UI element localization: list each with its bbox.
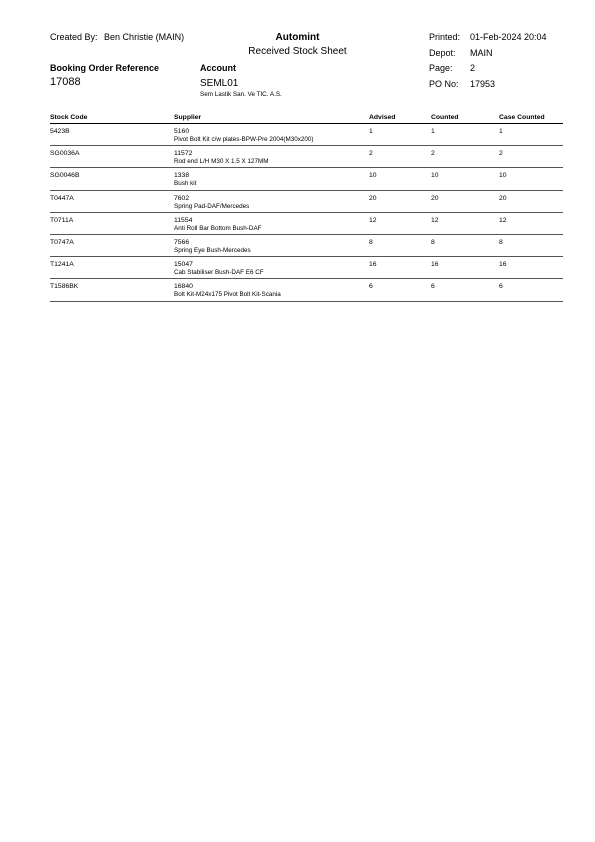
item-description: Pivot Bolt Kit c/w plates-BPW-Pre 2004(M30x200) (174, 136, 314, 143)
case-counted-qty: 16 (499, 261, 507, 269)
table-row (50, 191, 563, 213)
account-name: Sem Lastik San. Ve TIC. A.S. (200, 91, 282, 98)
case-counted-qty: 6 (499, 283, 503, 291)
advised-qty: 6 (369, 283, 373, 291)
supplier-code: 7566 (174, 238, 190, 246)
item-description: Spring Eye Bush-Mercedes (174, 246, 251, 254)
col-supplier: Supplier (174, 114, 202, 121)
case-counted-qty: 10 (499, 172, 507, 180)
table-body (50, 124, 563, 302)
counted-qty: 2 (431, 150, 435, 158)
printed-value: 01-Feb-2024 20:04 (470, 32, 547, 42)
case-counted-qty: 2 (499, 150, 503, 158)
item-description: Bush kit (174, 180, 197, 188)
advised-qty: 2 (369, 150, 373, 158)
account-code: SEML01 (200, 78, 239, 89)
table-row (50, 279, 563, 301)
supplier-code: 5160 (174, 128, 190, 135)
depot-label: Depot: (429, 48, 456, 58)
advised-qty: 8 (369, 238, 373, 246)
stock-code: T1586BK (50, 283, 79, 291)
po-label: PO No: (429, 79, 459, 89)
counted-qty: 10 (431, 172, 439, 180)
company-name: Automint (275, 32, 320, 43)
booking-value: 17088 (50, 76, 81, 88)
case-counted-qty: 8 (499, 238, 503, 246)
counted-qty: 12 (431, 216, 439, 224)
case-counted-qty: 1 (499, 128, 503, 135)
page-label: Page: (429, 63, 453, 73)
item-description: Cab Stabiliser Bush-DAF E6 CF (174, 269, 264, 277)
stock-code: T1241A (50, 261, 74, 269)
col-advised: Advised (369, 114, 396, 121)
advised-qty: 16 (369, 261, 377, 269)
table-row (50, 213, 563, 235)
item-description: Rod end L/H M30 X 1.5 X 127MM (174, 158, 269, 166)
table-row (50, 168, 563, 190)
advised-qty: 1 (369, 128, 373, 135)
depot-value: MAIN (470, 48, 493, 58)
stock-code: T0711A (50, 216, 74, 224)
account-label: Account (200, 63, 236, 73)
stock-code: 5423B (50, 128, 70, 135)
stock-code: SG0046B (50, 172, 80, 180)
advised-qty: 10 (369, 172, 377, 180)
counted-qty: 1 (431, 128, 435, 135)
table-row (50, 124, 563, 146)
col-stock-code: Stock Code (50, 114, 88, 121)
advised-qty: 12 (369, 216, 377, 224)
stock-code: SG0036A (50, 150, 80, 158)
booking-label: Booking Order Reference (50, 63, 160, 73)
document-title: Received Stock Sheet (248, 46, 347, 57)
supplier-code: 11572 (174, 150, 193, 158)
supplier-code: 16840 (174, 283, 193, 291)
counted-qty: 20 (431, 194, 439, 202)
created-by-label: Created By: (50, 32, 98, 42)
item-description: Bolt Kit-M24x175 Pivot Bolt Kit-Scania (174, 291, 281, 299)
counted-qty: 8 (431, 238, 435, 246)
col-case-counted: Case Counted (499, 114, 545, 121)
stock-code: T0747A (50, 238, 74, 246)
case-counted-qty: 12 (499, 216, 507, 224)
stock-table (50, 114, 563, 302)
counted-qty: 6 (431, 283, 435, 291)
item-description: Anti Roll Bar Bottom Bush-DAF (174, 224, 262, 232)
supplier-code: 11554 (174, 216, 193, 224)
table-header (50, 114, 563, 124)
po-value: 17953 (470, 79, 496, 89)
created-by-value: Ben Christie (MAIN) (104, 32, 185, 42)
stock-code: T0447A (50, 194, 74, 202)
advised-qty: 20 (369, 194, 377, 202)
supplier-code: 15047 (174, 261, 193, 269)
supplier-code: 7602 (174, 194, 190, 202)
supplier-code: 1338 (174, 172, 190, 180)
table-row (50, 235, 563, 257)
table-row (50, 257, 563, 279)
printed-label: Printed: (429, 32, 461, 42)
case-counted-qty: 20 (499, 194, 507, 202)
row-divider (50, 301, 563, 302)
col-counted: Counted (431, 114, 459, 121)
page-value: 2 (470, 63, 476, 73)
item-description: Spring Pad-DAF/Mercedes (174, 202, 250, 210)
table-row (50, 146, 563, 168)
counted-qty: 16 (431, 261, 439, 269)
